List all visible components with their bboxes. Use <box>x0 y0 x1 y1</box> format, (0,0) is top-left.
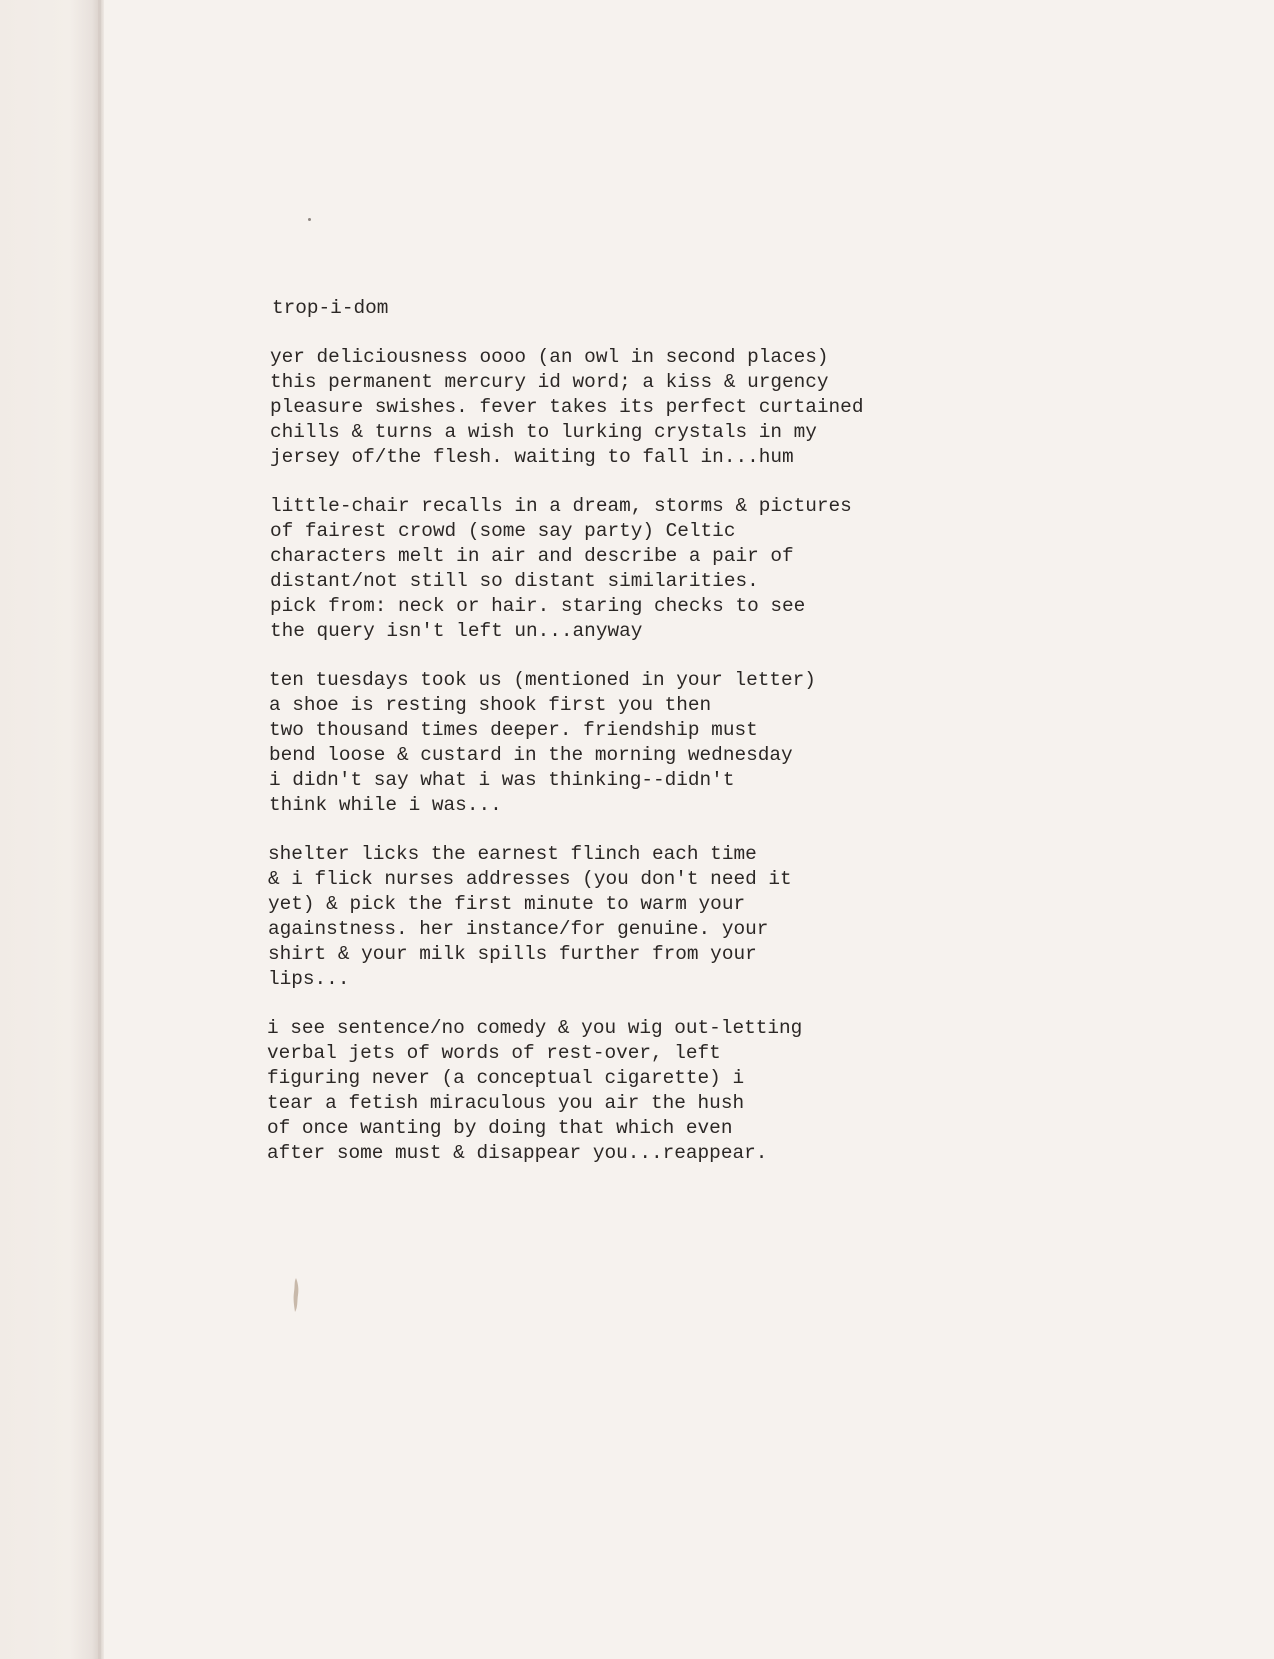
binding-gutter <box>0 0 104 1659</box>
poem-line: shirt & your milk spills further from your <box>268 942 757 965</box>
poem-line: ten tuesdays took us (mentioned in your letter) <box>269 669 816 692</box>
paper-speck <box>308 218 311 221</box>
poem-line: pick from: neck or hair. staring checks to see <box>270 594 806 617</box>
poem-line: yer deliciousness oooo (an owl in second places) <box>270 345 829 368</box>
paper-stain <box>292 1277 300 1313</box>
poem-line: figuring never (a conceptual cigarette) i <box>267 1066 745 1089</box>
poem-stanzas <box>267 345 1030 1166</box>
poem-stanza <box>270 494 1030 643</box>
poem-line: i didn't say what i was thinking--didn't <box>269 768 735 791</box>
poem-line: tear a fetish miraculous you air the hush <box>267 1091 745 1114</box>
poem-line: the query isn't left un...anyway <box>270 619 643 642</box>
poem-title: trop-i-dom <box>272 297 389 319</box>
poem-line: a shoe is resting shook first you then <box>269 693 712 716</box>
poem-line: two thousand times deeper. friendship must <box>269 718 758 741</box>
poem-line: of fairest crowd (some say party) Celtic <box>270 519 736 542</box>
poem-stanza <box>270 345 1030 470</box>
poem-line: after some must & disappear you...reappear. <box>267 1141 768 1164</box>
poem-line: lips... <box>268 967 350 990</box>
poem <box>267 296 1030 1190</box>
poem-line: shelter licks the earnest flinch each time <box>268 843 757 866</box>
poem-line: distant/not still so distant similarities. <box>270 569 759 592</box>
poem-line: bend loose & custard in the morning wednesday <box>269 743 793 766</box>
poem-line: verbal jets of words of rest-over, left <box>267 1042 721 1065</box>
poem-line: think while i was... <box>269 793 502 816</box>
poem-line: pleasure swishes. fever takes its perfect curtained <box>270 395 864 418</box>
poem-line: jersey of/the flesh. waiting to fall in...hum <box>270 445 794 468</box>
poem-line: againstness. her instance/for genuine. your <box>268 917 769 940</box>
poem-line: this permanent mercury id word; a kiss & urgency <box>270 370 829 393</box>
poem-line: chills & turns a wish to lurking crystals in my <box>270 420 817 443</box>
poem-stanza <box>269 668 1030 817</box>
poem-line: of once wanting by doing that which even <box>267 1116 733 1139</box>
poem-line: characters melt in air and describe a pair of <box>270 544 794 567</box>
gutter-edge <box>98 0 101 1659</box>
poem-line: i see sentence/no comedy & you wig out-letting <box>267 1017 803 1040</box>
poem-line: & i flick nurses addresses (you don't need it <box>268 868 792 890</box>
poem-line: yet) & pick the first minute to warm your <box>268 892 746 915</box>
poem-stanza <box>267 1016 1030 1165</box>
poem-stanza <box>268 842 1030 991</box>
poem-line: little-chair recalls in a dream, storms & pictures <box>270 495 852 518</box>
